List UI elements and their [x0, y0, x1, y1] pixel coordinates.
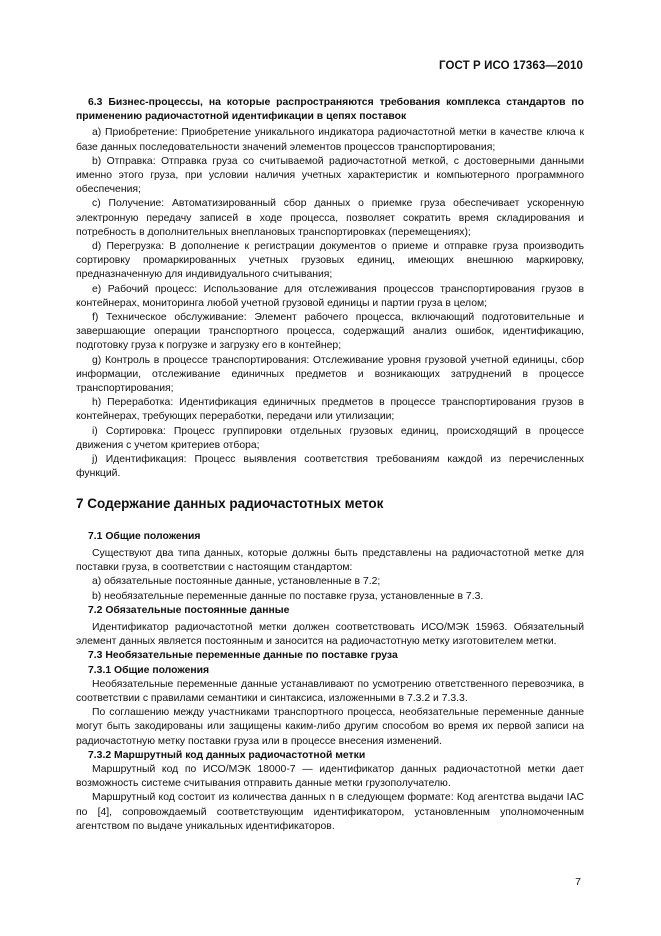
- list-item-b: b) Отправка: Отправка груза со считываемой радиочастотной меткой, с достоверными данными именно этого груза, при условии наличия учетных характеристик и компьютерного программного обеспечения;: [76, 155, 584, 196]
- section-7-2-heading: 7.2 Обязательные постоянные данные: [88, 604, 290, 616]
- section-7-1-item-a: a) обязательные постоянные данные, установленные в 7.2;: [92, 576, 381, 588]
- section-7-1-heading: 7.1 Общие положения: [88, 530, 201, 542]
- list-item-c: c) Получение: Автоматизированный сбор данных о приемке груза обеспечивает ускоренную электронную передачу записей в ходе процесса, позволяет сократить время складирования и потребность в дополнительных внеплановых транспортировках (перемещениях);: [76, 198, 584, 238]
- section-6-3-title: Бизнес-процессы, на которые распространяются требования комплекса стандартов по применению радиочастотной идентификации в цепях поставок: [76, 97, 585, 123]
- section-7-3-2-para-2: Маршрутный код состоит из количества данных n в следующем формате: Код агентства выдачи IAC по [4], сопровождаемый соответствующим идентификатором, установленным уполномоченным агентством по выдаче уникальных идентификаторов.: [76, 792, 584, 832]
- list-item-e: e) Рабочий процесс: Использование для отслеживания процессов транспортирования грузов в контейнерах, мониторинга любой учетной грузовой единицы и партии груза в целом;: [76, 283, 584, 309]
- list-item-h: h) Переработка: Идентификация единичных предметов в процессе транспортирования грузов в контейнерах, требующих переработки, передачи или утилизации;: [76, 397, 584, 423]
- section-7-3-2-heading: 7.3.2 Маршрутный код данных радиочастотной метки: [88, 749, 366, 761]
- page-content: [76, 96, 584, 834]
- section-7-1-intro: Существуют два типа данных, которые должны быть представлены на радиочастотной метке для поставки груза, в соответствии с настоящим стандартом:: [76, 547, 584, 574]
- section-7-3-2-para-1: Маршрутный код по ИСО/МЭК 18000-7 — идентификатор данных радиочастотной метки дает возможность системе считывания отправить данные метки грузополучателю.: [76, 763, 584, 790]
- section-7-3-1-para-2: По соглашению между участниками транспортного процесса, необязательные переменные данные могут быть закодированы или защищены каким-либо другим способом во время их первой записи на радиочастотную метку поставки груза или в процессе внесения изменений.: [76, 707, 584, 747]
- list-item-i: i) Сортировка: Процесс группировки отдельных грузовых единиц, происходящий в процессе движения с учетом критериев отбора;: [76, 425, 584, 451]
- document-header: ГОСТ Р ИСО 17363—2010: [438, 60, 583, 72]
- page-number: 7: [575, 876, 581, 888]
- section-7-3-1-heading: 7.3.1 Общие положения: [88, 664, 210, 676]
- list-item-g: g) Контроль в процессе транспортирования: Отслеживание уровня грузовой учетной единицы, сбор информации, отслеживание единичных предметов и возникающих затруднений в процессе транспортирования;: [76, 354, 584, 395]
- list-item-a: a) Приобретение: Приобретение уникального индикатора радиочастотной метки в качестве ключа к базе данных последовательности значений элементов процессов транспортирования;: [76, 127, 584, 153]
- section-7-1-item-b: b) необязательные переменные данные по поставке груза, установленные в 7.3.: [92, 590, 484, 602]
- section-7-3-1-para-1: Необязательные переменные данные устанавливают по усмотрению ответственного перевозчика, в соответствии с правилами семантики и синтаксиса, изложенными в 7.3.2 и 7.3.3.: [76, 678, 584, 704]
- section-7-3-heading: 7.3 Необязательные переменные данные по поставке груза: [88, 650, 398, 662]
- section-7-2-text: Идентификатор радиочастотной метки должен соответствовать ИСО/МЭК 15963. Обязательный элемент данных является постоянным и заносится на радиочастотную метку изготовителем метки.: [76, 621, 584, 648]
- chapter-7-heading: 7 Содержание данных радиочастотных меток: [76, 496, 384, 512]
- list-item-d: d) Перегрузка: В дополнение к регистрации документов о приеме и отправке груза производить сортировку промаркированных учетных грузовых единиц, имеющих внешнюю маркировку, предназначенную для индивидуального считывания;: [76, 241, 584, 281]
- section-6-3-number: 6.3: [88, 97, 103, 108]
- section-6-3-heading: [76, 96, 584, 124]
- list-item-j: j) Идентификация: Процесс выявления соответствия требованиям каждой из перечисленных функций.: [76, 454, 584, 480]
- list-item-f: f) Техническое обслуживание: Элемент рабочего процесса, включающий подготовительные и завершающие операции транспортного процесса, содержащий анализ ошибок, идентификацию, подготовку груза к погрузке и загрузку его в контейнер;: [76, 312, 584, 352]
